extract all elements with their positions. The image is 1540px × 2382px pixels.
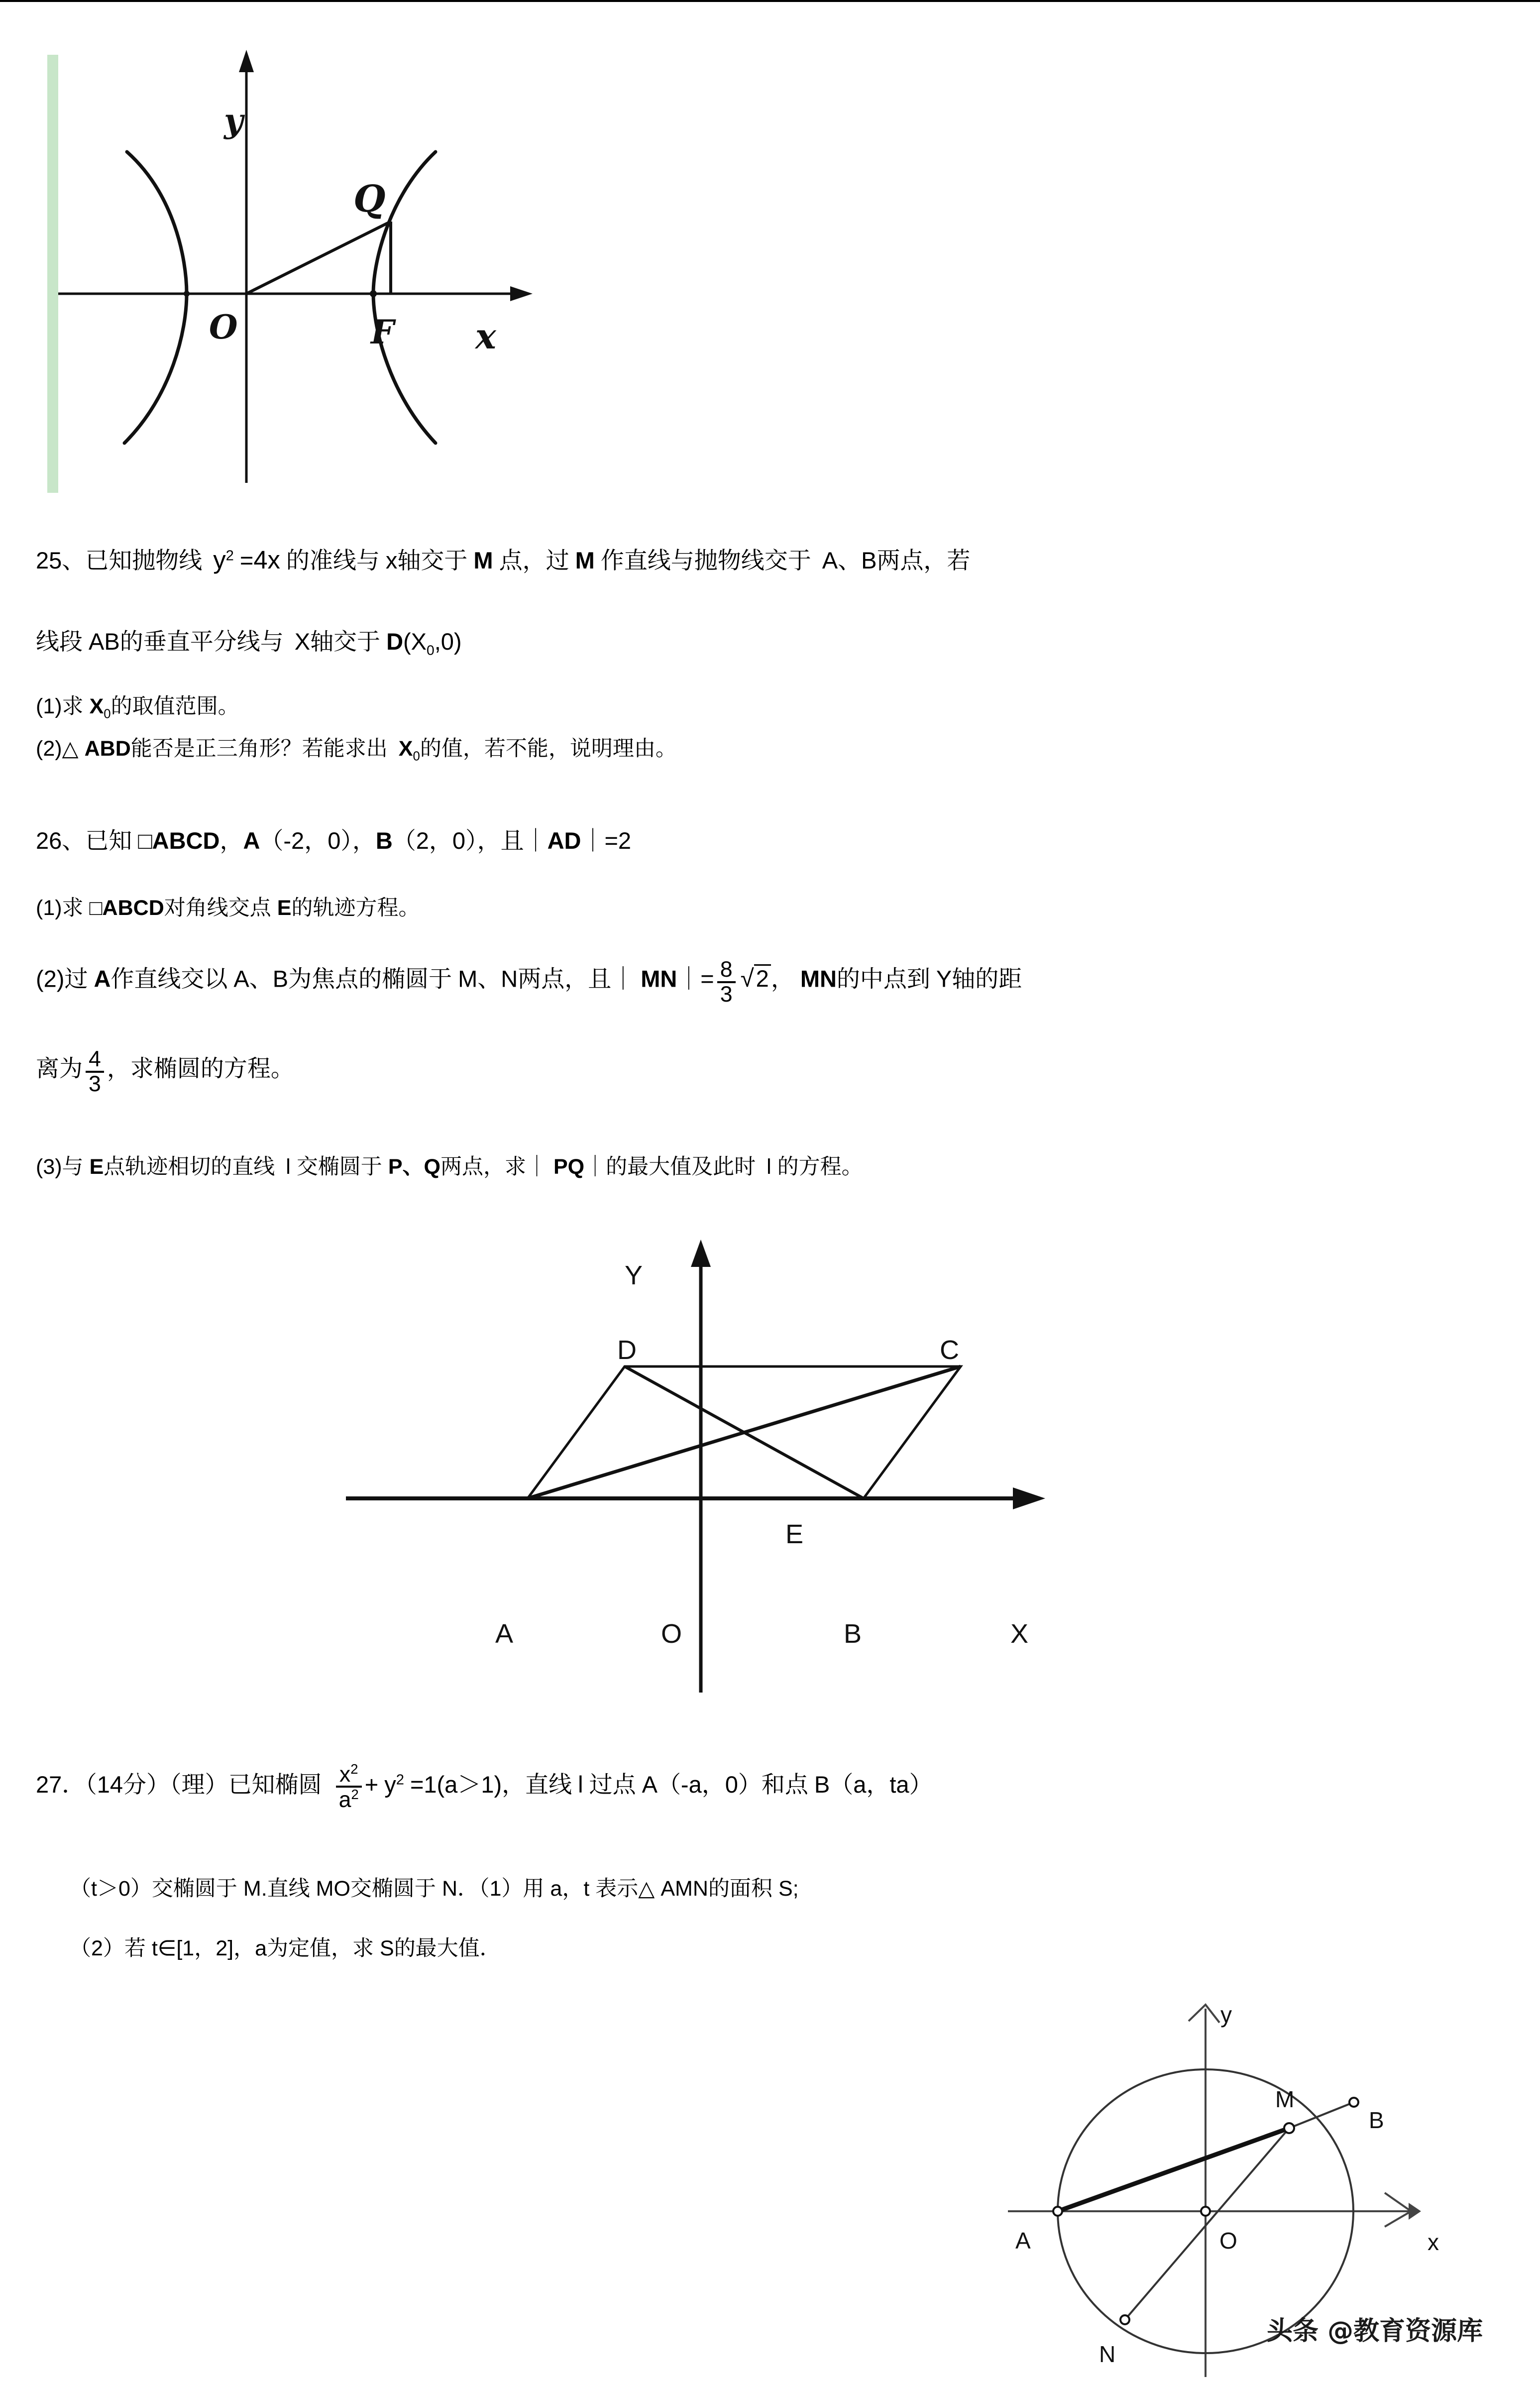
q27-l2-b: .直线 <box>261 1877 310 1901</box>
q26-p2-mn1: M、N <box>458 965 518 992</box>
q26-p2-g: 的中点到 <box>836 965 930 992</box>
q25-l2-x-sub: 0 <box>427 642 435 658</box>
q27-condition: (a＞1) <box>437 1771 502 1798</box>
q27-var-t: t <box>151 1936 158 1960</box>
q25-p2-prefix: (2)△ <box>36 737 79 761</box>
q25-l2-ab: AB <box>89 628 120 655</box>
q25-formula-exponent: 2 <box>225 548 234 564</box>
parallelogram-svg <box>299 1195 1055 1707</box>
parallelogram-label-D: D <box>617 1335 637 1365</box>
q26-p2-yaxis: Y <box>936 965 952 992</box>
q25-formula-rhs: 4x <box>253 546 280 574</box>
q26-p3-line-l2: l <box>767 1155 771 1179</box>
q27-y: y <box>384 1771 396 1798</box>
q27-area-s: S <box>778 1877 793 1901</box>
q26-p1-suffix: 的轨迹方程。 <box>291 896 420 920</box>
q25-point-m2: M <box>575 547 595 573</box>
q27-point-m: M <box>243 1877 261 1901</box>
hyperbola-label-x: x <box>475 316 496 357</box>
q26-p2-mn2: MN <box>641 965 677 992</box>
q26-p3-line-l1: l <box>286 1155 291 1179</box>
q26-l1-mid: ， <box>220 827 243 854</box>
q27-in-symbol: ∈ <box>157 1936 177 1960</box>
q27-frac-den-exp: 2 <box>351 1787 359 1803</box>
ellipse-label-O: O <box>1219 2228 1237 2254</box>
q26-p2-e: ｜= <box>677 965 714 992</box>
question-25-line-2 <box>36 630 462 657</box>
q26-p3-f: ｜的最大值及此时 <box>584 1155 756 1179</box>
q25-text-mid2: 轴交于 <box>397 547 468 573</box>
q27-l1-mid2: 过点 <box>589 1771 636 1798</box>
q27-a-coord: （-a，0） <box>657 1771 762 1798</box>
q26-p1-abcd: ABCD <box>102 896 164 920</box>
q27-fraction-x2-a2 <box>336 1762 362 1812</box>
q25-p2-suffix: 的值，若不能，说明理由。 <box>420 737 677 761</box>
q26-p3-pq1: P、Q <box>388 1155 440 1179</box>
q25-l2-prefix: 线段 <box>36 628 83 655</box>
q26-p3-e: E <box>89 1155 104 1179</box>
hyperbola-label-Q: Q <box>353 178 386 221</box>
q26-p3-b: 点轨迹相切的直线 <box>104 1155 275 1179</box>
hyperbola-label-F: F <box>371 313 394 351</box>
q26-p3-g: 的方程。 <box>777 1155 863 1179</box>
question-27-line-2 <box>70 1872 799 1902</box>
question-27-line-1 <box>36 1762 933 1812</box>
q25-p2-abd: ABD <box>84 737 131 761</box>
q26-p3-pq2: PQ <box>553 1155 585 1179</box>
q27-frac-den <box>336 1786 362 1811</box>
q26-p3-c: 交椭圆于 <box>296 1155 382 1179</box>
parallelogram-label-O: O <box>661 1619 682 1649</box>
q25-point-m1: M <box>473 547 493 573</box>
q27-l1-and: 和点 <box>761 1771 808 1798</box>
q26-p2-i: 离为 <box>36 1055 83 1082</box>
ellipse-label-N: N <box>1099 2341 1116 2367</box>
q26-point-a: A <box>243 827 260 854</box>
q25-axis-x: x <box>385 547 398 573</box>
q26-frac1-den: 3 <box>717 981 736 1006</box>
ellipse-label-x: x <box>1428 2229 1439 2255</box>
parallelogram-label-X: X <box>1010 1619 1029 1649</box>
parallelogram-label-E: E <box>785 1519 804 1549</box>
q26-p1-prefix: (1)求 <box>36 896 84 920</box>
question-26-part-3 <box>36 1150 863 1180</box>
q27-plus: + <box>364 1771 379 1798</box>
q27-y-exp: 2 <box>396 1772 404 1788</box>
q25-p2-x-sub: 0 <box>413 749 420 764</box>
q26-sqrt-radicand: 2 <box>754 964 771 990</box>
question-26-part-1 <box>36 891 420 921</box>
ellipse-label-A: A <box>1015 2228 1031 2254</box>
q27-l2-c: 交椭圆于 <box>350 1877 436 1901</box>
q26-frac1-num: 8 <box>720 957 733 982</box>
q27-l1-prefix: 27．（14分）（理）已知椭圆 <box>36 1771 322 1798</box>
q26-p2-j: ，求椭圆的方程。 <box>107 1055 294 1082</box>
q25-p1-suffix: 的取值范围。 <box>110 694 239 718</box>
q25-l2-rest: ,0) <box>434 628 462 655</box>
ellipse-label-B: B <box>1369 2107 1384 2133</box>
q27-var-a: a <box>255 1936 267 1960</box>
q25-l2-x: X <box>411 628 427 655</box>
q27-comma: ， <box>502 1771 526 1798</box>
q25-text-suffix: 两点，若 <box>877 547 971 573</box>
q27-point-n: N <box>441 1877 457 1901</box>
q27-l3-b: ， <box>233 1936 255 1960</box>
q26-point-b: B <box>375 827 393 854</box>
question-26-part-2-line-2 <box>36 1048 294 1095</box>
q27-l2-e: 表示△ <box>595 1877 655 1901</box>
q27-l3-d: 的最大值． <box>394 1936 501 1960</box>
watermark-text: 头条 @教育资源库 <box>1267 2316 1483 2346</box>
q27-l2-g: ; <box>792 1877 799 1901</box>
q26-p1-mid: 对角线交点 <box>164 896 271 920</box>
q25-text-mid1: 的准线与 <box>286 547 380 573</box>
parallelogram-label-B: B <box>844 1619 862 1649</box>
q25-l2-paren: ( <box>403 628 411 655</box>
q26-a-coord: （-2，0） <box>260 827 352 854</box>
q26-p2-a: (2)过 <box>36 965 88 992</box>
q26-sqrt-2 <box>739 964 771 991</box>
q27-one: 1 <box>424 1771 437 1798</box>
q26-p3-a: (3)与 <box>36 1155 84 1179</box>
sqrt-sign: √ <box>740 965 754 993</box>
question-26-part-2-line-1 <box>36 958 1022 1006</box>
question-26-line-1 <box>36 829 631 852</box>
q26-l1-comma: ， <box>352 827 376 854</box>
question-25-line-1 <box>36 548 970 573</box>
q25-text-mid4: 作直线与抛物线交于 <box>600 547 811 573</box>
question-25-part-2 <box>36 732 677 764</box>
q27-point-b: B <box>814 1771 830 1798</box>
parallelogram-label-Y: Y <box>625 1260 643 1290</box>
q25-p1-prefix: (1)求 <box>36 694 84 718</box>
q26-p2-h: 轴的距 <box>952 965 1022 992</box>
q26-l1-prefix: 26、已知 <box>36 827 132 854</box>
q27-l1-mid: 直线 <box>525 1771 572 1798</box>
q26-p2-ab: A、B <box>233 965 289 992</box>
q26-p2-c: 为焦点的椭圆于 <box>288 965 452 992</box>
q25-p1-x-sub: 0 <box>104 707 111 721</box>
q27-l3-a: （2）若 <box>70 1936 146 1960</box>
q26-frac2-num: 4 <box>89 1047 101 1071</box>
q26-p1-square: □ <box>89 896 103 920</box>
q26-fraction-4-3 <box>86 1048 104 1095</box>
green-margin-bar <box>47 55 58 493</box>
q26-abcd: ABCD <box>152 827 220 854</box>
page-top-rule <box>0 0 1540 2</box>
q27-frac-den-a: a <box>338 1788 351 1813</box>
q26-p2-b: 作直线交以 <box>110 965 228 992</box>
ellipse-label-y: y <box>1220 2002 1232 2028</box>
q25-l2-mid: 的垂直平分线与 <box>119 628 284 655</box>
q27-point-a: A <box>642 1771 658 1798</box>
q26-l1-and: ，且｜ <box>477 827 548 854</box>
figure-hyperbola <box>47 45 550 503</box>
q27-l2-f: 的面积 <box>708 1877 772 1901</box>
q26-p2-d: 两点，且｜ <box>518 965 635 992</box>
question-25-part-1 <box>36 689 239 722</box>
q26-frac2-den: 3 <box>86 1071 104 1096</box>
q26-square-symbol: □ <box>138 827 152 854</box>
q27-vars-at: a，t <box>550 1877 590 1901</box>
question-27-line-3 <box>70 1931 501 1962</box>
q26-b-coord: （2，0） <box>392 827 477 854</box>
q27-triangle-amn: AMN <box>660 1877 708 1901</box>
q25-l2-mid2: 轴交于 <box>310 628 381 655</box>
q25-formula-equals: = <box>239 547 254 573</box>
q27-b-coord: （a，ta） <box>830 1771 933 1798</box>
q26-l1-eq: ｜=2 <box>581 827 632 854</box>
q26-p2-pointA: A <box>94 965 111 992</box>
parallelogram-label-A: A <box>495 1619 514 1649</box>
q25-text-prefix: 25、已知抛物线 <box>36 547 203 573</box>
q27-l2-a: （t＞0）交椭圆于 <box>70 1877 237 1901</box>
q26-fraction-8-3 <box>717 958 736 1006</box>
q25-text-mid3: 点，过 <box>499 547 569 573</box>
q27-line-l: l <box>578 1771 583 1798</box>
hyperbola-svg <box>47 45 550 503</box>
q25-p2-x: X <box>398 737 413 761</box>
q25-p2-mid: 能否是正三角形？若能求出 <box>130 737 388 761</box>
q27-frac-num <box>336 1762 362 1786</box>
q27-line-mo: MO <box>316 1877 350 1901</box>
q27-frac-num-x: x <box>339 1762 351 1787</box>
q26-p1-e: E <box>277 896 292 920</box>
q25-formula-y: y <box>213 546 226 574</box>
q27-frac-num-exp: 2 <box>350 1761 358 1777</box>
q26-ad: AD <box>547 827 581 854</box>
q26-p2-mn3: MN <box>800 965 837 992</box>
q27-l3-s: S <box>380 1936 394 1960</box>
q26-p2-f: ， <box>770 965 794 992</box>
ellipse-label-M: M <box>1275 2086 1295 2112</box>
hyperbola-label-y: y <box>224 101 243 140</box>
parallelogram-label-C: C <box>940 1335 959 1365</box>
q26-p3-d: 两点，求｜ <box>440 1155 548 1179</box>
figure-parallelogram <box>299 1195 1055 1707</box>
q25-p1-x: X <box>89 694 104 718</box>
q25-point-d: D <box>386 628 404 655</box>
q27-equals: = <box>410 1771 424 1798</box>
q27-l3-c: 为定值，求 <box>267 1936 374 1960</box>
q25-l2-axis: X <box>294 628 311 655</box>
q27-l2-d: ．（1）用 <box>457 1877 545 1901</box>
hyperbola-label-O: O <box>209 308 238 346</box>
q27-interval: [1，2] <box>176 1936 234 1960</box>
q25-points-ab: A、B <box>822 547 877 573</box>
